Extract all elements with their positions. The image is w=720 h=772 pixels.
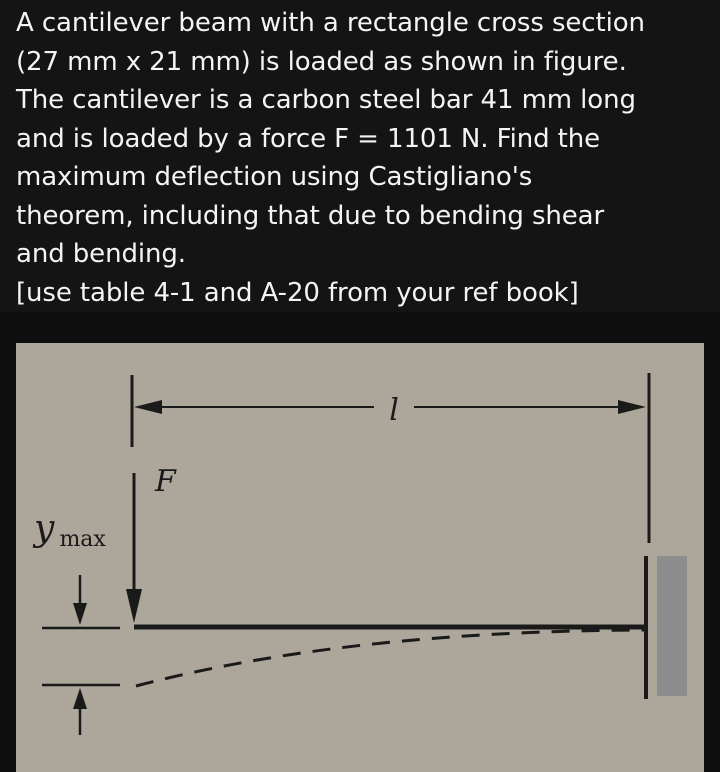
question-line: The cantilever is a carbon steel bar 41 mm long xyxy=(16,85,636,115)
wall-support xyxy=(657,556,687,696)
ymax-arrowhead-top xyxy=(73,603,87,625)
cantilever-figure xyxy=(16,343,704,772)
ymax-label xyxy=(32,508,106,552)
question-line: maximum deflection using Castigliano's xyxy=(16,162,533,192)
deflected-shape xyxy=(136,630,646,686)
ymax-label-sub: max xyxy=(59,527,106,552)
ymax-label-main: y xyxy=(34,508,55,549)
question-line: (27 mm x 21 mm) is loaded as shown in figure. xyxy=(16,46,627,77)
question-line: and is loaded by a force F = 1101 N. Find the xyxy=(16,123,601,154)
length-label: l xyxy=(389,393,399,428)
force-arrowhead xyxy=(126,589,142,623)
cantilever-diagram xyxy=(16,343,704,772)
question-line: theorem, including that due to bending shear xyxy=(16,200,605,231)
question-line: and bending. xyxy=(16,239,186,269)
question-text xyxy=(16,4,645,312)
question-line: A cantilever beam with a rectangle cross section xyxy=(16,8,645,38)
dimension-arrowhead-left xyxy=(134,400,162,414)
dimension-arrowhead-right xyxy=(618,400,646,414)
question-line: [use table 4-1 and A-20 from your ref book] xyxy=(16,277,579,308)
force-label: F xyxy=(155,464,176,499)
question-panel xyxy=(0,0,720,312)
